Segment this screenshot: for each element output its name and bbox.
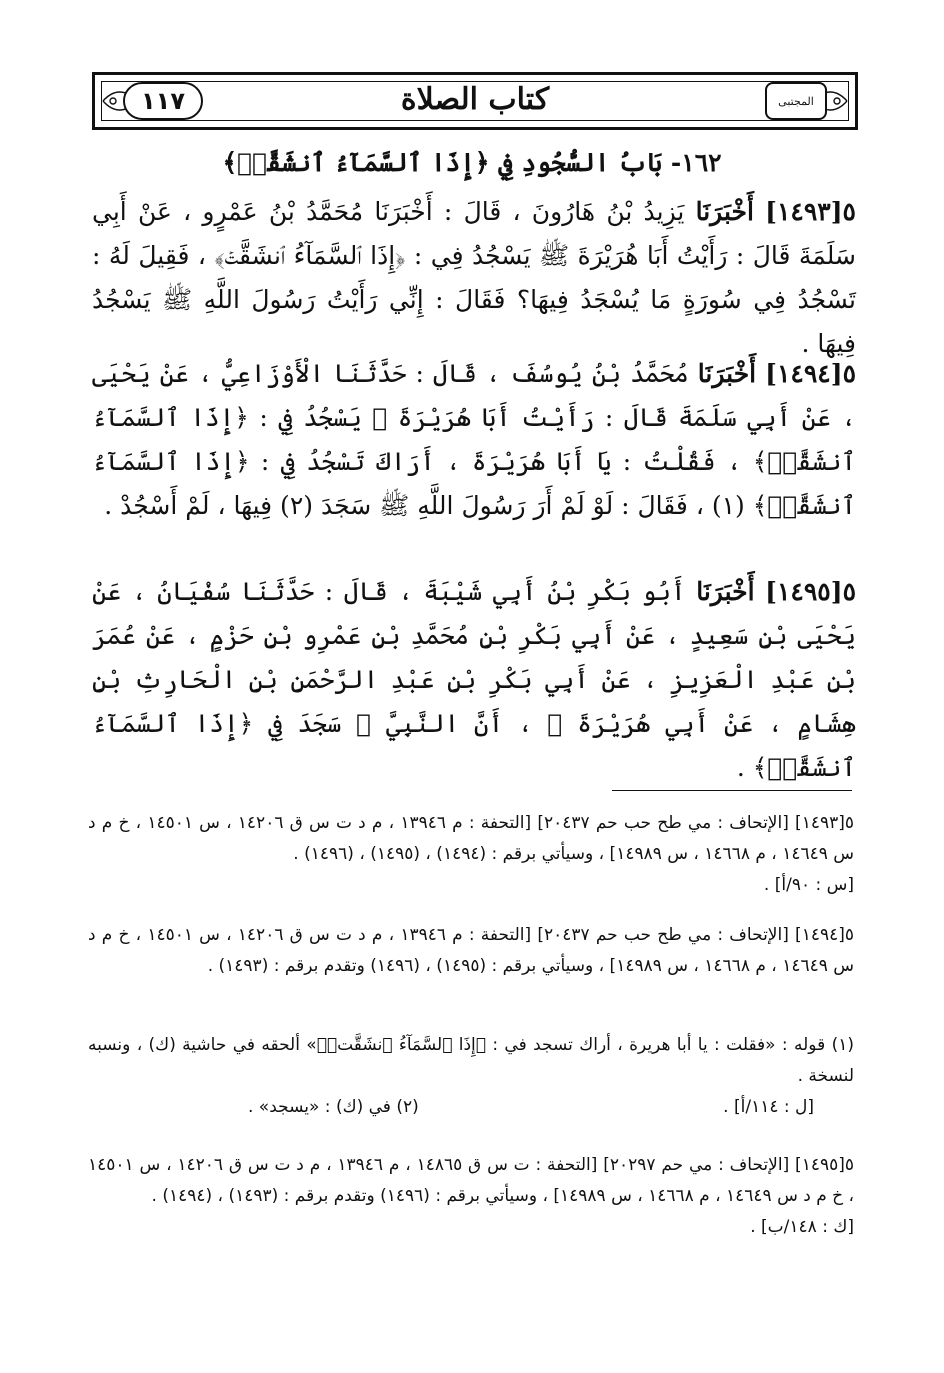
footnote-1495 bbox=[88, 1150, 854, 1243]
seal-logo: المجتبى bbox=[765, 82, 827, 120]
hadith-opening: أَخْبَرَنَا bbox=[697, 359, 757, 388]
hadith-number: ٥[١٤٩٤] bbox=[765, 359, 856, 388]
footnote-ref: [ل : ١١٤/أ] . bbox=[723, 1097, 814, 1117]
footnote-ref: [ك : ١٤٨/ب] . bbox=[750, 1217, 854, 1237]
chapter-title: ١٦٢- بَابُ السُّجُودِ فِي ﴿إِذَا ٱلسَّمَآءُ ٱنشَقَّتۡ﴾ bbox=[222, 148, 722, 177]
footnote-notes bbox=[88, 1030, 854, 1123]
hadith-1493 bbox=[92, 190, 856, 366]
footnote-divider bbox=[612, 790, 852, 791]
footnote-text: ٥[١٤٩٥] [الإتحاف : مي حم ٢٠٢٩٧] [التحفة : ت س ق ١٤٨٦٥ ، م ١٣٩٤٦ ، م د ت س ق ١٤٢٠٦ ، س ١٤٥٠١ ، خ م د س ١٤٦٤٩ ، م ١٤٦٦٨ ، س ١٤٩٨٩] ، وسيأتي برقم : (١٤٩٦) وتقدم برقم : (١٤٩٣) ، (١٤٩٤) . bbox=[88, 1155, 854, 1206]
footnote-text: ٥[١٤٩٣] [الإتحاف : مي طح حب حم ٢٠٤٣٧] [التحفة : م ١٣٩٤٦ ، م د ت س ق ١٤٢٠٦ ، س ١٤٥٠١ ، خ م د س ١٤٦٤٩ ، م ١٤٦٦٨ ، س ١٤٩٨٩] ، وسيأتي برقم : (١٤٩٤) ، (١٤٩٥) ، (١٤٩٦) . bbox=[88, 813, 854, 864]
page-header bbox=[92, 72, 858, 130]
hadith-text: أَبُو بَكْرِ بْنُ أَبِي شَيْبَةَ ، قَالَ : حَدَّثَنَا سُفْيَانُ ، عَنْ يَحْيَى بْنِ سَعِيدٍ ، عَنْ أَبِي بَكْرِ بْنِ مُحَمَّدِ بْنِ عَمْرِو بْنِ حَزْمٍ ، عَنْ عُمَرَ بْنِ عَبْدِ الْعَزِيزِ ، عَنْ أَبِي بَكْرِ بْنِ عَبْدِ الرَّحْمَنِ بْنِ الْحَارِثِ بْنِ هِشَامٍ ، عَنْ أَبِي هُرَيْرَةَ ﷺ ، أَنَّ النَّبِيَّ ﷺ سَجَدَ فِي ﴿إِذَا ٱلسَّمَآءُ ٱنشَقَّتۡ﴾ . bbox=[92, 577, 856, 782]
footnote-ref: [س : ٩٠/أ] . bbox=[763, 875, 854, 895]
hadith-opening: أَخْبَرَنَا bbox=[696, 577, 755, 606]
footnote-split-row bbox=[88, 1092, 854, 1123]
hadith-number: ٥[١٤٩٥] bbox=[765, 577, 856, 606]
hadith-1495 bbox=[92, 570, 856, 790]
footnote-1493 bbox=[88, 808, 854, 901]
hadith-text: يَزِيدُ بْنُ هَارُونَ ، قَالَ : أَخْبَرَنَا مُحَمَّدُ بْنُ عَمْرٍو ، عَنْ أَبِي سَلَمَةَ قَالَ : رَأَيْتُ أَبَا هُرَيْرَةَ ﷺ يَسْجُدُ فِي : ﴿إِذَا ٱلسَّمَآءُ ٱنشَقَّتۡ﴾ ، فَقِيلَ لَهُ : تَسْجُدُ فِي سُورَةٍ مَا يُسْجَدُ فِيهَا؟ فَقَالَ : إِنِّي رَأَيْتُ رَسُولَ اللَّهِ ﷺ يَسْجُدُ فِيهَا . bbox=[92, 197, 856, 358]
footnote-note-2: (٢) في (ك) : «يسجد» . bbox=[248, 1097, 419, 1117]
footnote-text: (١) قوله : «فقلت : يا أبا هريرة ، أراك تسجد في : ﴿إِذَا ٱلسَّمَآءُ ٱنشَقَّتۡ﴾» ألحقه في حاشية (ك) ، ونسبه لنسخة . bbox=[88, 1035, 854, 1086]
hadith-opening: أَخْبَرَنَا bbox=[695, 197, 754, 226]
hadith-1494 bbox=[92, 352, 856, 528]
footnote-1494 bbox=[88, 920, 854, 982]
hadith-number: ٥[١٤٩٣] bbox=[765, 197, 856, 226]
hadith-text: مُحَمَّدُ بْنُ يُوسُفَ ، قَالَ : حَدَّثَنَا الْأَوْزَاعِيُّ ، عَنْ يَحْيَى ، عَنْ أَبِي سَلَمَةَ قَالَ : رَأَيْتُ أَبَا هُرَيْرَةَ ﷺ يَسْجُدُ فِي : ﴿إِذَا ٱلسَّمَآءُ ٱنشَقَّتۡ﴾ ، فَقُلْتُ : يَا أَبَا هُرَيْرَةَ ، أَرَاكَ تَسْجُدُ فِي : ﴿إِذَا ٱلسَّمَآءُ ٱنشَقَّتۡ﴾ (١) ، فَقَالَ : لَوْ لَمْ أَرَ رَسُولَ اللَّهِ ﷺ سَجَدَ (٢) فِيهَا ، لَمْ أَسْجُدْ . bbox=[92, 359, 856, 520]
footnote-text: ٥[١٤٩٤] [الإتحاف : مي طح حب حم ٢٠٤٣٧] [التحفة : م ١٣٩٤٦ ، م د ت س ق ١٤٢٠٦ ، س ١٤٥٠١ ، خ م د س ١٤٦٤٩ ، م ١٤٦٦٨ ، س ١٤٩٨٩] ، وسيأتي برقم : (١٤٩٥) ، (١٤٩٦) وتقدم برقم : (١٤٩٣) . bbox=[88, 925, 854, 976]
running-title: كتاب الصلاة bbox=[400, 81, 550, 117]
page-number: ١١٧ bbox=[123, 82, 203, 120]
